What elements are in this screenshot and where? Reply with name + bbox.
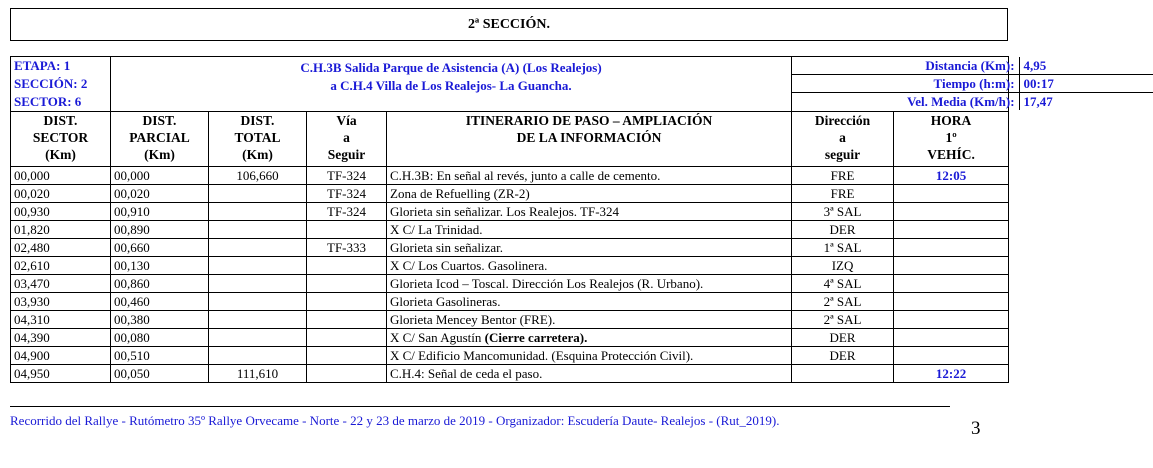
cell-dist-sector: 04,310: [11, 311, 111, 329]
cell-direccion: IZQ: [792, 257, 894, 275]
col-dist-total: [209, 112, 307, 167]
cell-dist-parcial: 00,080: [111, 329, 209, 347]
cell-dist-total: [209, 293, 307, 311]
cell-hora: 12:22: [894, 365, 1009, 383]
route-description: [111, 57, 792, 112]
cell-dist-total: [209, 311, 307, 329]
cell-dist-sector: 03,470: [11, 275, 111, 293]
seccion-label: SECCIÓN: 2: [14, 76, 88, 91]
cell-direccion: 1ª SAL: [792, 239, 894, 257]
cell-dist-parcial: 00,860: [111, 275, 209, 293]
header-line: DIST.: [240, 113, 275, 128]
cell-itinerario: [387, 239, 792, 257]
cell-itinerario: [387, 347, 792, 365]
cell-dist-sector: 04,950: [11, 365, 111, 383]
table-row: [11, 329, 1009, 347]
cell-direccion: DER: [792, 221, 894, 239]
column-header-row: [11, 112, 1009, 167]
stage-info: [11, 57, 111, 112]
cell-dist-total: [209, 221, 307, 239]
cell-dist-sector: 02,610: [11, 257, 111, 275]
section-title: 2ª SECCIÓN.: [10, 8, 1008, 41]
cell-dist-parcial: 00,910: [111, 203, 209, 221]
itinerario-text: X C/ Los Cuartos. Gasolinera.: [390, 257, 548, 273]
cell-via: [307, 293, 387, 311]
itinerario-text: X C/ San Agustín: [390, 329, 485, 345]
header-line: VEHÍC.: [927, 147, 975, 162]
cell-itinerario: [387, 257, 792, 275]
header-line: PARCIAL: [129, 130, 190, 145]
itinerario-text: X C/ La Trinidad.: [390, 221, 483, 237]
itinerario-text: Glorieta sin señalizar. Los Realejos. TF-324: [390, 203, 620, 219]
header-line: Vía: [336, 113, 357, 128]
cell-itinerario: [387, 185, 792, 203]
itinerario-text: Glorieta sin señalizar.: [390, 239, 503, 255]
header-line: DIST.: [142, 113, 177, 128]
page-number: 3: [971, 418, 981, 439]
cell-dist-total: [209, 329, 307, 347]
route-line-1: C.H.3B Salida Parque de Asistencia (A) (Los Realejos): [300, 60, 602, 75]
header-line: ITINERARIO DE PASO – AMPLIACIÓN: [465, 113, 713, 128]
cell-hora: [894, 221, 1009, 239]
cell-hora: [894, 203, 1009, 221]
table-row: [11, 347, 1009, 365]
stat-label: Tiempo (h:m):: [792, 75, 1019, 93]
cell-dist-sector: 00,930: [11, 203, 111, 221]
cell-via: [307, 257, 387, 275]
cell-itinerario: [387, 293, 792, 311]
cell-dist-total: 106,660: [209, 167, 307, 185]
cell-itinerario: [387, 275, 792, 293]
cell-via: [307, 221, 387, 239]
cell-dist-sector: 01,820: [11, 221, 111, 239]
col-dist-sector: [11, 112, 111, 167]
header-line: (Km): [45, 147, 76, 162]
cell-hora: [894, 311, 1009, 329]
header-line: seguir: [824, 147, 861, 162]
header-line: Seguir: [327, 147, 366, 162]
table-row: [11, 185, 1009, 203]
header-line: DE LA INFORMACIÓN: [516, 130, 662, 145]
cell-dist-parcial: 00,380: [111, 311, 209, 329]
col-direccion: [792, 112, 894, 167]
cell-dist-total: [209, 275, 307, 293]
cell-hora: [894, 347, 1009, 365]
cell-dist-parcial: 00,890: [111, 221, 209, 239]
table-row: [11, 203, 1009, 221]
cell-itinerario: [387, 329, 792, 347]
cell-via: TF-333: [307, 239, 387, 257]
cell-direccion: DER: [792, 329, 894, 347]
header-line: DIST.: [43, 113, 78, 128]
cell-direccion: 3ª SAL: [792, 203, 894, 221]
cell-itinerario: [387, 167, 792, 185]
cell-dist-total: [209, 239, 307, 257]
cell-dist-sector: 03,930: [11, 293, 111, 311]
cell-dist-sector: 00,020: [11, 185, 111, 203]
cell-dist-total: 111,610: [209, 365, 307, 383]
header-line: a: [343, 130, 350, 145]
header-line: 1º: [945, 130, 957, 145]
table-row: [11, 257, 1009, 275]
route-line-2: a C.H.4 Villa de Los Realejos- La Guancha.: [330, 78, 572, 93]
cell-itinerario: [387, 311, 792, 329]
cell-dist-sector: 04,390: [11, 329, 111, 347]
roadbook-table: [10, 56, 1054, 383]
stat-speed: [792, 93, 1153, 111]
cell-dist-parcial: 00,510: [111, 347, 209, 365]
cell-via: TF-324: [307, 203, 387, 221]
cell-hora: [894, 239, 1009, 257]
cell-hora: [894, 329, 1009, 347]
table-row: [11, 275, 1009, 293]
cell-dist-parcial: 00,000: [111, 167, 209, 185]
table-row: [11, 239, 1009, 257]
stage-header-row: [11, 57, 1009, 112]
cell-dist-total: [209, 347, 307, 365]
cell-direccion: 2ª SAL: [792, 311, 894, 329]
col-itinerario: [387, 112, 792, 167]
cell-direccion: FRE: [792, 167, 894, 185]
stat-label: Distancia (Km):: [925, 58, 1015, 73]
cell-direccion: DER: [792, 347, 894, 365]
table-row: [11, 167, 1009, 185]
cell-direccion: 2ª SAL: [792, 293, 894, 311]
cell-dist-parcial: 00,460: [111, 293, 209, 311]
itinerario-text: C.H.4: Señal de ceda el paso.: [390, 365, 543, 381]
stat-time: [792, 75, 1153, 93]
header-line: a: [839, 130, 846, 145]
stat-value: 00:17: [1019, 75, 1153, 93]
cell-dist-total: [209, 185, 307, 203]
table-row: [11, 365, 1009, 383]
header-line: TOTAL: [234, 130, 281, 145]
etapa-label: ETAPA: 1: [14, 58, 71, 73]
cell-hora: [894, 293, 1009, 311]
col-via: [307, 112, 387, 167]
itinerario-bold-text: (Cierre carretera).: [484, 329, 588, 345]
cell-via: TF-324: [307, 185, 387, 203]
cell-dist-parcial: 00,130: [111, 257, 209, 275]
footer-text: Recorrido del Rallye - Rutómetro 35º Rallye Orvecame - Norte - 22 y 23 de marzo de 2019 - Organizador: Escudería Daute- Realejos - (Rut_2019).: [10, 406, 950, 429]
cell-direccion: FRE: [792, 185, 894, 203]
cell-itinerario: [387, 365, 792, 383]
stat-label: Vel. Media (Km/h):: [792, 93, 1019, 111]
cell-via: [307, 347, 387, 365]
itinerario-text: X C/ Edificio Mancomunidad. (Esquina Protección Civil).: [390, 347, 694, 363]
cell-dist-sector: 04,900: [11, 347, 111, 365]
cell-via: TF-324: [307, 167, 387, 185]
col-dist-parcial: [111, 112, 209, 167]
header-line: SECTOR: [32, 130, 89, 145]
sector-label: SECTOR: 6: [14, 94, 82, 109]
col-hora: [894, 112, 1009, 167]
stat-value: 4,95: [1019, 57, 1153, 75]
header-line: HORA: [930, 113, 972, 128]
cell-direccion: 4ª SAL: [792, 275, 894, 293]
table-row: [11, 221, 1009, 239]
cell-via: [307, 329, 387, 347]
header-line: (Km): [242, 147, 273, 162]
itinerario-text: C.H.3B: En señal al revés, junto a calle de cemento.: [390, 167, 661, 183]
cell-itinerario: [387, 203, 792, 221]
cell-dist-total: [209, 203, 307, 221]
stat-distance: [792, 57, 1153, 75]
table-row: [11, 311, 1009, 329]
cell-dist-total: [209, 257, 307, 275]
header-line: Dirección: [814, 113, 871, 128]
stage-stats: [792, 57, 1054, 112]
cell-dist-parcial: 00,050: [111, 365, 209, 383]
cell-hora: [894, 257, 1009, 275]
table-row: [11, 293, 1009, 311]
cell-dist-parcial: 00,020: [111, 185, 209, 203]
itinerario-text: Glorieta Mencey Bentor (FRE).: [390, 311, 556, 327]
cell-dist-sector: 00,000: [11, 167, 111, 185]
itinerario-text: Glorieta Gasolineras.: [390, 293, 501, 309]
cell-hora: 12:05: [894, 167, 1009, 185]
header-line: (Km): [144, 147, 175, 162]
cell-itinerario: [387, 221, 792, 239]
cell-hora: [894, 275, 1009, 293]
cell-via: [307, 275, 387, 293]
cell-via: [307, 365, 387, 383]
cell-dist-sector: 02,480: [11, 239, 111, 257]
cell-via: [307, 311, 387, 329]
cell-dist-parcial: 00,660: [111, 239, 209, 257]
cell-hora: [894, 185, 1009, 203]
stat-value: 17,47: [1019, 93, 1153, 111]
cell-direccion: [792, 365, 894, 383]
itinerario-text: Zona de Refuelling (ZR-2): [390, 185, 530, 201]
itinerario-text: Glorieta Icod – Toscal. Dirección Los Realejos (R. Urbano).: [390, 275, 704, 291]
